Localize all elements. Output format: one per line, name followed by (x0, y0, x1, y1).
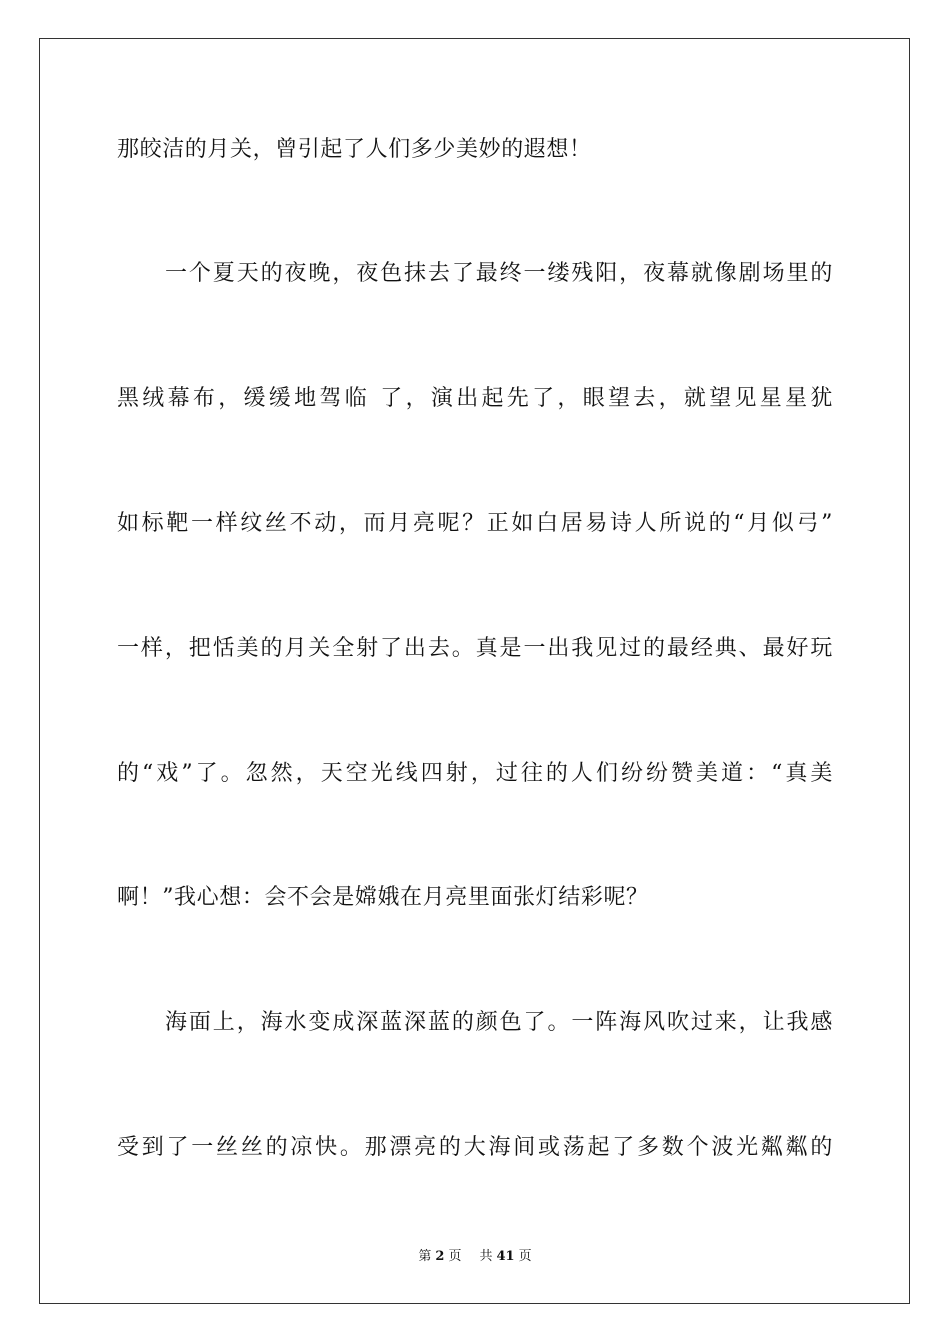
page-footer (0, 1248, 950, 1266)
page-label-suffix: 页 (448, 1249, 462, 1264)
total-label-suffix: 页 (518, 1249, 532, 1264)
paragraph-line-5: 一样，把恬美的月关全射了出去。真是一出我见过的最经典、最好玩 (117, 636, 833, 661)
paragraph-line-8: 海面上，海水变成深蓝深蓝的颜色了。一阵海风吹过来，让我感 (165, 1010, 833, 1035)
paragraph-line-3: 黑绒幕布，缓缓地驾临 了，演出起先了，眼望去，就望见星星犹 (117, 386, 833, 411)
paragraph-line-9: 受到了一丝丝的凉快。那漂亮的大海间或荡起了多数个波光粼粼的 (117, 1135, 833, 1160)
total-pages: 41 (496, 1249, 515, 1264)
paragraph-line-7: 啊！”我心想：会不会是嫦娥在月亮里面张灯结彩呢？ (117, 885, 649, 910)
total-label-prefix: 共 (479, 1249, 493, 1264)
paragraph-line-6: 的“戏”了。忽然，天空光线四射，过往的人们纷纷赞美道：“真美 (117, 761, 833, 786)
paragraph-line-2: 一个夏天的夜晚，夜色抹去了最终一缕残阳，夜幕就像剧场里的 (165, 261, 833, 286)
paragraph-line-1: 那皎洁的月关，曾引起了人们多少美妙的遐想！ (117, 137, 592, 162)
page-number: 2 (435, 1249, 445, 1264)
paragraph-line-4: 如标靶一样纹丝不动，而月亮呢？正如白居易诗人所说的“月似弓” (117, 511, 833, 536)
page-label-prefix: 第 (418, 1249, 432, 1264)
page-border (39, 38, 910, 1304)
